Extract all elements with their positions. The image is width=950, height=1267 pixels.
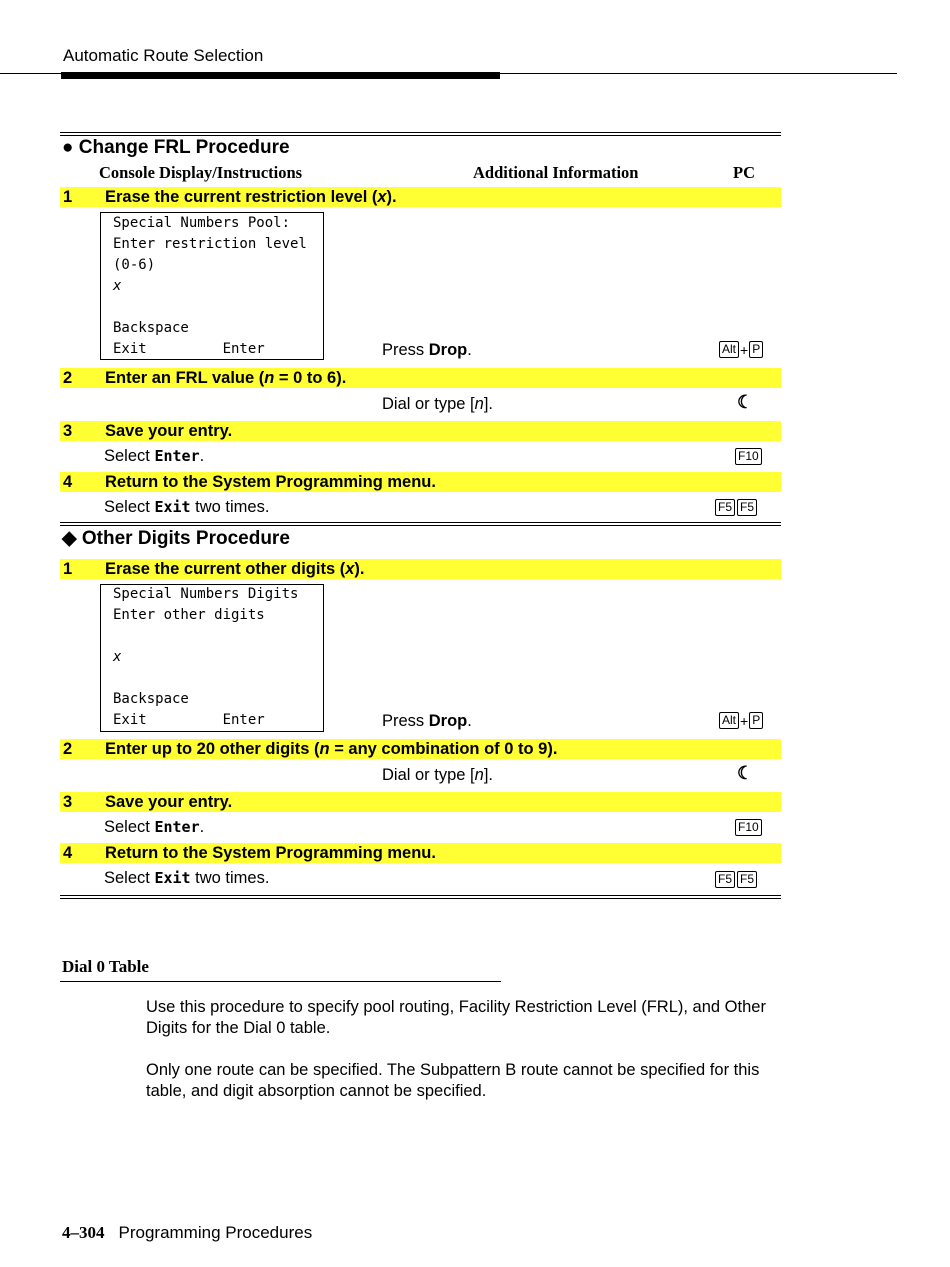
running-header: Automatic Route Selection xyxy=(63,46,264,65)
step-number: 1 xyxy=(63,560,73,578)
table-top-rule-2 xyxy=(60,135,781,136)
alt-key: Alt xyxy=(719,712,739,729)
f10-key: F10 xyxy=(735,819,762,836)
page-number: 4–304 xyxy=(62,1223,105,1242)
step-number: 3 xyxy=(63,793,73,811)
step-text: Erase the current restriction level (x). xyxy=(105,188,397,206)
console-line-exit-enter: Exit Enter xyxy=(113,712,265,728)
step-text: Enter up to 20 other digits (n = any combination of 0 to 9). xyxy=(105,740,558,758)
dial0-heading-rule xyxy=(60,981,501,982)
table-top-rule xyxy=(60,132,781,133)
step-text: Save your entry. xyxy=(105,422,233,440)
step-3-digits xyxy=(60,792,781,812)
p-key: P xyxy=(749,341,763,358)
step-number: 4 xyxy=(63,473,73,491)
f5-f5-keys: F5 F5 xyxy=(715,871,757,888)
step-3-frl xyxy=(60,421,781,441)
step-number: 3 xyxy=(63,422,73,440)
press-drop-instruction: Press Drop. xyxy=(382,341,472,359)
step-2-digits xyxy=(60,739,781,759)
step-text: Save your entry. xyxy=(105,793,233,811)
step-text: Erase the current other digits (x). xyxy=(105,560,365,578)
step-number: 4 xyxy=(63,844,73,862)
console-line: Special Numbers Digits xyxy=(113,586,299,602)
alt-key: Alt xyxy=(719,341,739,358)
step-number: 2 xyxy=(63,369,73,387)
footer-text: Programming Procedures xyxy=(118,1223,313,1242)
console-line-backspace: Backspace xyxy=(113,691,189,707)
dial0-paragraph-1: Use this procedure to specify pool routing, Facility Restriction Level (FRL), and Other Digits for the Dial 0 table. xyxy=(146,998,766,1037)
page-footer xyxy=(62,1223,312,1243)
alt-p-keys: Alt + P xyxy=(719,712,763,729)
step-text: Return to the System Programming menu. xyxy=(105,844,436,862)
select-exit-instruction: Select Exit two times. xyxy=(104,498,270,516)
table-bottom-rule xyxy=(60,895,781,896)
col-header-console: Console Display/Instructions xyxy=(99,163,303,182)
section-divider-rule xyxy=(60,522,781,523)
press-drop-instruction: Press Drop. xyxy=(382,712,472,730)
f5-f5-keys: F5 F5 xyxy=(715,499,757,516)
microphone-icon: ☾ xyxy=(737,392,754,412)
select-enter-instruction: Select Enter. xyxy=(104,447,205,465)
select-enter-instruction: Select Enter. xyxy=(104,818,205,836)
console-line: Enter other digits xyxy=(113,607,265,623)
console-display-digits xyxy=(100,584,324,732)
console-line-current-value: x xyxy=(113,278,122,294)
console-line-exit-enter: Exit Enter xyxy=(113,341,265,357)
section-divider-rule-2 xyxy=(60,525,781,526)
console-display-frl xyxy=(100,212,324,360)
step-number: 1 xyxy=(63,188,73,206)
step-4-digits xyxy=(60,843,781,863)
f10-key: F10 xyxy=(735,448,762,465)
dial0-heading: Dial 0 Table xyxy=(62,957,149,976)
dial-instruction: Dial or type [n]. xyxy=(382,395,493,413)
microphone-icon: ☾ xyxy=(737,763,754,783)
dial0-paragraph-2: Only one route can be specified. The Subpattern B route cannot be specified for this table, and digit absorption cannot be specified. xyxy=(146,1061,760,1100)
select-exit-instruction: Select Exit two times. xyxy=(104,869,270,887)
step-4-frl xyxy=(60,472,781,492)
step-text: Enter an FRL value (n = 0 to 6). xyxy=(105,369,347,387)
col-header-pc: PC xyxy=(733,163,755,182)
console-line: Special Numbers Pool: xyxy=(113,215,291,231)
header-bar xyxy=(61,72,500,79)
console-line: (0-6) xyxy=(113,257,156,273)
col-header-info: Additional Information xyxy=(473,163,639,182)
step-1-frl xyxy=(60,187,781,207)
console-line-backspace: Backspace xyxy=(113,320,189,336)
step-number: 2 xyxy=(63,740,73,758)
change-frl-title: ● Change FRL Procedure xyxy=(62,137,290,158)
step-2-frl xyxy=(60,368,781,388)
table-bottom-rule-2 xyxy=(60,898,781,899)
step-1-digits xyxy=(60,559,781,579)
console-line-current-value: x xyxy=(113,649,122,665)
dial-instruction: Dial or type [n]. xyxy=(382,766,493,784)
alt-p-keys: Alt + P xyxy=(719,341,763,358)
step-text: Return to the System Programming menu. xyxy=(105,473,436,491)
other-digits-title: ◆ Other Digits Procedure xyxy=(62,528,290,549)
p-key: P xyxy=(749,712,763,729)
console-line: Enter restriction level xyxy=(113,236,307,252)
